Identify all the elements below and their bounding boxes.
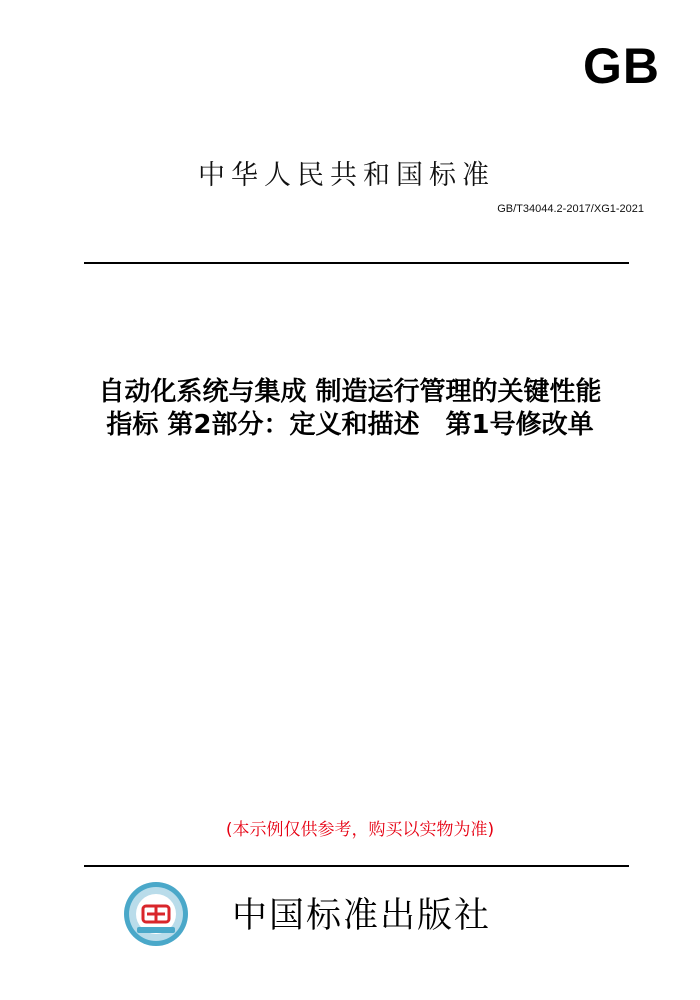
document-title [40, 376, 660, 442]
document-title-line-1: 自动化系统与集成 制造运行管理的关键性能 [98, 377, 602, 407]
publisher-name: 中国标准出版社 [232, 896, 492, 936]
standard-code: GB/T34044.2-2017/XG1-2021 [497, 203, 644, 215]
disclaimer-text: (本示例仅供参考，购买以实物为准) [225, 820, 495, 840]
standard-type-heading: 中华人民共和国标准 [198, 160, 495, 191]
document-title-line-2: 指标 第2部分：定义和描述 第1号修改单 [106, 410, 594, 440]
top-divider [84, 262, 629, 264]
publisher-seal-icon [123, 881, 189, 947]
gb-logo: GB [583, 38, 660, 94]
bottom-divider [84, 865, 629, 867]
